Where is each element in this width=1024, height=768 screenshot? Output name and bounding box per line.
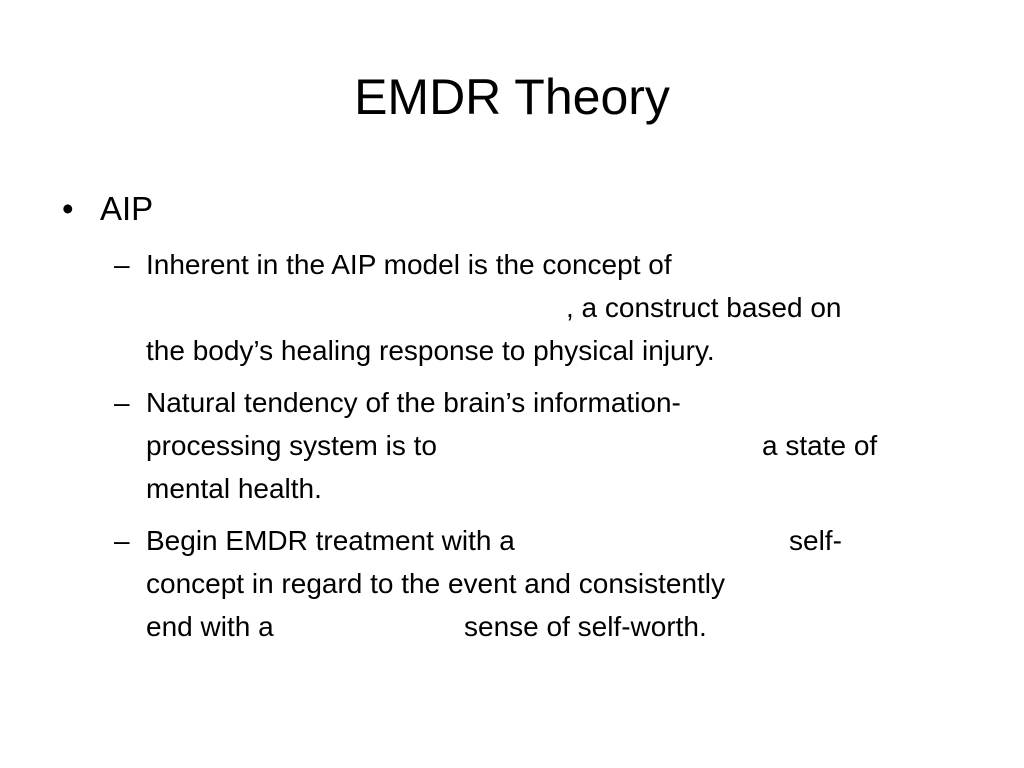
bullet-aip: AIP xyxy=(100,190,154,227)
item3-line3b: sense of self-worth. xyxy=(464,611,707,642)
item1-line1: Inherent in the AIP model is the concept of xyxy=(146,249,672,280)
dash-icon: – xyxy=(114,525,130,556)
item2-line3: mental health. xyxy=(146,473,322,504)
item2-line2b: a state of xyxy=(762,430,878,461)
item3-line3a: end with a xyxy=(146,611,274,642)
item3-line2: concept in regard to the event and consistently xyxy=(146,568,726,599)
item3-line1b: self- xyxy=(789,525,842,556)
dash-icon: – xyxy=(114,249,130,280)
item2-line2a: processing system is to xyxy=(146,430,437,461)
item2-line1: Natural tendency of the brain’s information- xyxy=(146,387,681,418)
item1-line3: the body’s healing response to physical injury. xyxy=(146,335,715,366)
slide-title: EMDR Theory xyxy=(354,69,670,125)
item3-line1a: Begin EMDR treatment with a xyxy=(146,525,515,556)
dash-icon: – xyxy=(114,387,130,418)
bullet-icon: • xyxy=(62,190,74,227)
item1-line2: , a construct based on xyxy=(566,292,842,323)
